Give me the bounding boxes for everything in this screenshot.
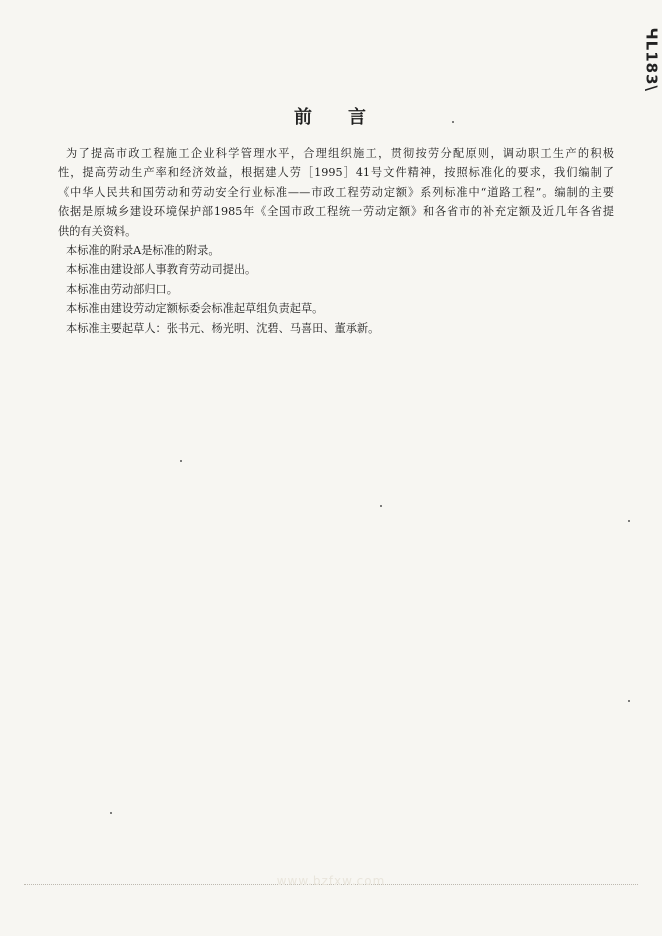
handwritten-margin-note: ЧL183\ bbox=[642, 27, 660, 92]
paragraph-1-line-3: 《中华人民共和国劳动和劳动安全行业标准——市政工程劳动定额》系列标准中“道路工程”。编制的主要 bbox=[58, 185, 614, 199]
paragraph-drafted-by: 本标准由建设劳动定额标委会标准起草组负责起草。 bbox=[66, 302, 324, 316]
scan-speck bbox=[110, 812, 112, 814]
paragraph-1-line-5: 供的有关资料。 bbox=[58, 224, 137, 238]
scan-speck bbox=[628, 700, 630, 702]
scan-speck bbox=[452, 121, 454, 123]
paragraph-main-drafters: 本标准主要起草人：张书元、杨光明、沈碧、马喜田、董承新。 bbox=[66, 321, 380, 335]
scan-speck bbox=[628, 520, 630, 522]
preface-body bbox=[58, 144, 614, 338]
paragraph-1-line-1: 为了提高市政工程施工企业科学管理水平，合理组织施工，贯彻按劳分配原则，调动职工生产的积极 bbox=[66, 147, 614, 160]
scan-speck bbox=[180, 460, 182, 462]
page-title bbox=[0, 103, 662, 129]
paragraph-appendix: 本标准的附录A是标准的附录。 bbox=[66, 244, 220, 258]
paragraph-proposed-by: 本标准由建设部人事教育劳动司提出。 bbox=[66, 263, 257, 277]
paragraph-1-line-4: 依据是原城乡建设环境保护部1985年《全国市政工程统一劳动定额》和各省市的补充定额及近几年各省提 bbox=[58, 205, 614, 219]
title-char-2: 言 bbox=[348, 107, 368, 128]
scan-speck bbox=[380, 505, 382, 507]
title-char-1: 前 bbox=[294, 107, 314, 128]
paragraph-1-line-2: 性，提高劳动生产率和经济效益，根据建人劳［1995］41号文件精神，按照标准化的要求，我们编制了 bbox=[58, 166, 614, 180]
paragraph-centralized-by: 本标准由劳动部归口。 bbox=[66, 282, 178, 296]
watermark: www.bzfxw.com bbox=[276, 874, 386, 888]
